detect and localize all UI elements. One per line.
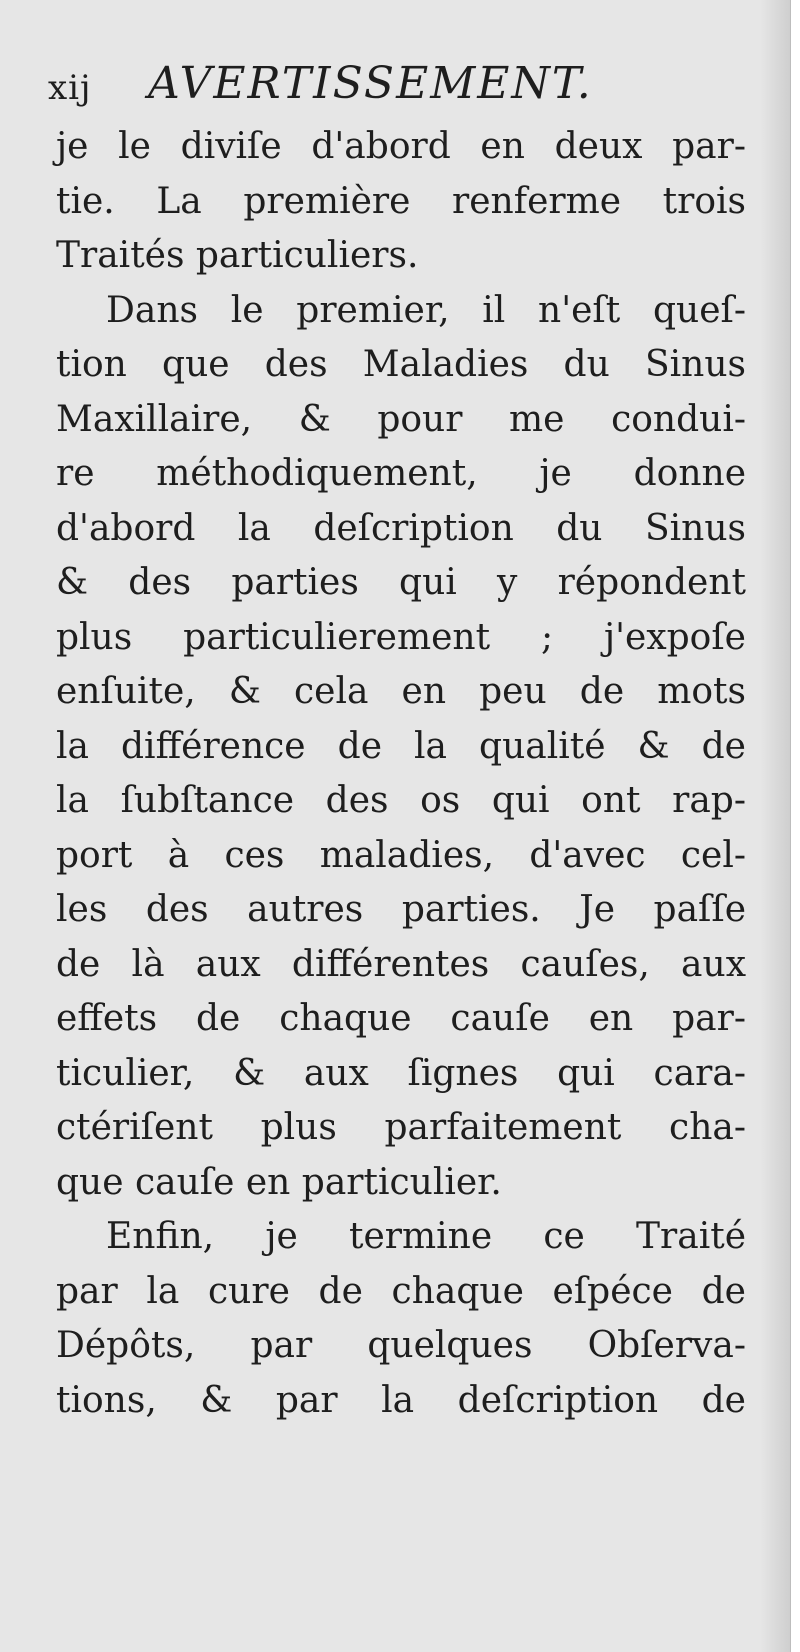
text-line: par la cure de chaque eſpéce de bbox=[56, 1270, 746, 1312]
text-line: tie. La première renferme trois bbox=[56, 180, 746, 222]
text-line: tion que des Maladies du Sinus bbox=[56, 344, 746, 385]
page-header bbox=[48, 58, 748, 118]
text-line: Maxillaire, & pour me condui- bbox=[56, 398, 746, 440]
text-line: Dépôts, par quelques Obſerva- bbox=[56, 1325, 746, 1366]
text-line: les des autres parties. Je paſſe bbox=[56, 889, 746, 930]
text-line: & des parties qui y répondent bbox=[56, 562, 746, 603]
text-line: la différence de la qualité & de bbox=[56, 725, 746, 767]
text-line: port à ces maladies, d'avec cel- bbox=[56, 834, 746, 876]
text-line: de là aux différentes cauſes, aux bbox=[56, 943, 746, 985]
text-line: Enfin, je termine ce Traité bbox=[106, 1216, 746, 1257]
text-line: plus particulierement ; j'expoſe bbox=[56, 616, 746, 658]
page-edge-shadow bbox=[760, 0, 790, 1652]
text-line: que cauſe en particulier. bbox=[56, 1161, 502, 1203]
text-line: re méthodiquement, je donne bbox=[56, 453, 746, 494]
text-line: ticulier, & aux ſignes qui cara- bbox=[56, 1052, 746, 1094]
text-line: je le diviſe d'abord en deux par- bbox=[56, 126, 746, 167]
text-line: Dans le premier, il n'eſt queſ- bbox=[106, 289, 746, 331]
text-line: tions, & par la deſcription de bbox=[56, 1379, 746, 1421]
text-line: d'abord la deſcription du Sinus bbox=[56, 507, 746, 549]
text-line: la ſubſtance des os qui ont rap- bbox=[56, 780, 746, 821]
text-line: Traités particuliers. bbox=[56, 235, 419, 276]
page-number: xij bbox=[48, 68, 92, 108]
running-title: AVERTISSEMENT. bbox=[148, 58, 593, 109]
text-line: ctériſent plus parfaitement cha- bbox=[56, 1107, 746, 1148]
body-text bbox=[56, 120, 746, 1428]
text-line: effets de chaque cauſe en par- bbox=[56, 998, 746, 1039]
text-line: enſuite, & cela en peu de mots bbox=[56, 671, 746, 712]
